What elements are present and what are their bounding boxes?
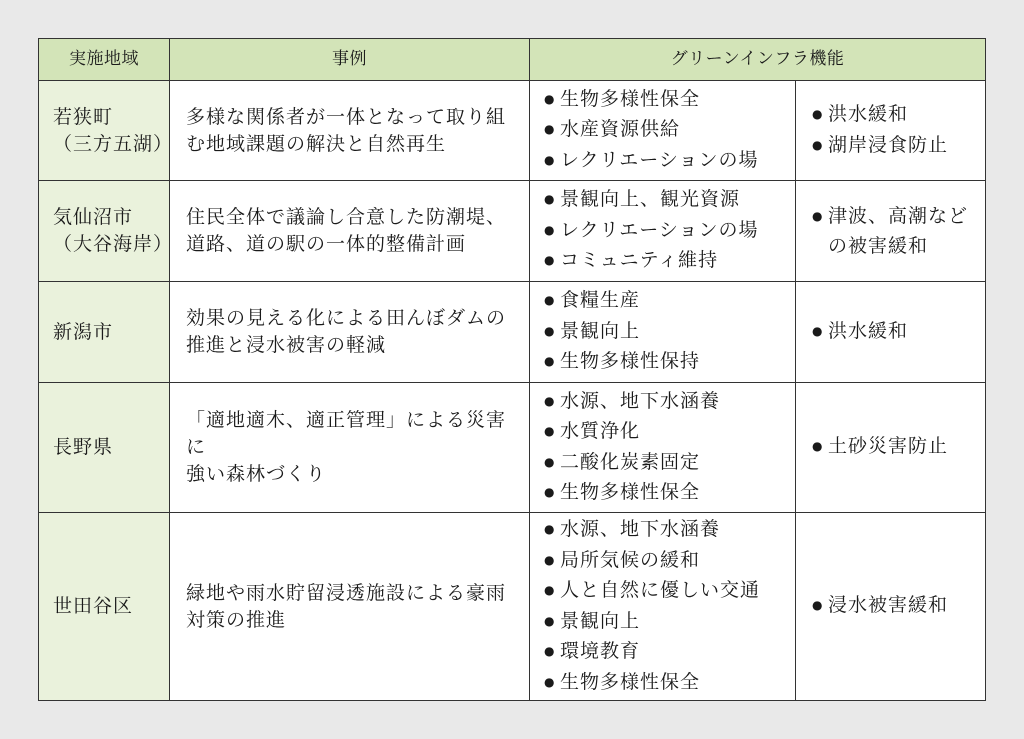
function-list-secondary [796,513,985,700]
bullet-icon: ● [812,323,824,338]
example-line: 道路、道の駅の一体的整備計画 [186,233,467,255]
example-cell [170,81,530,181]
bullet-icon: ● [544,552,556,567]
bullet-icon: ● [544,583,556,597]
region-line: 若狭町 [53,105,114,128]
region-line: 新潟市 [53,320,114,343]
region-cell [39,181,174,282]
function-list-primary [530,81,796,181]
function-item-label: 湖岸浸食防止 [828,133,949,156]
bullet-icon: ● [544,253,556,268]
function-item-label: 景観向上 [560,319,641,342]
function-list-secondary [796,282,985,383]
example-line: 推進と浸水被害の軽減 [186,334,387,356]
bullet-icon: ● [544,122,556,137]
function-item [812,100,985,131]
example-cell [170,383,530,513]
bullet-icon: ● [544,354,556,369]
function-item [544,387,795,418]
bullet-icon: ● [544,454,556,469]
function-item-label: レクリエーションの場 [560,148,759,171]
bullet-icon: ● [544,485,556,499]
function-item [544,607,795,638]
bullet-icon: ● [812,137,824,152]
function-item [544,246,795,277]
bullet-icon: ● [544,192,556,207]
function-list-primary [530,181,796,282]
function-list-primary [530,383,796,513]
function-item [544,85,795,116]
function-list-primary [530,282,796,383]
region-line: 長野県 [53,436,114,458]
function-item [812,131,985,162]
function-item-label: 生物多様性保持 [560,350,701,373]
function-item [544,115,795,146]
function-item [544,286,795,317]
function-item [544,637,795,668]
function-item [812,317,985,348]
function-list-secondary [796,81,985,181]
example-line: 強い森林づくり [186,463,327,485]
function-item [544,546,795,577]
example-cell [170,282,530,383]
header-function: グリーンインフラ機能 [530,39,985,81]
example-line: む地域課題の解決と自然再生 [186,132,447,155]
bullet-icon: ● [544,323,556,338]
function-item-label: 洪水緩和 [828,319,909,342]
bullet-icon: ● [544,91,556,106]
bullet-icon: ● [544,613,556,628]
function-item [812,432,985,463]
header-region: 実施地域 [39,39,170,81]
function-item [812,591,985,622]
function-item [544,448,795,479]
example-cell [170,181,530,282]
function-item-label: 津波、高潮など [828,204,969,227]
region-line: 気仙沼市 [53,206,134,228]
function-item-label: 局所気候の緩和 [560,548,701,571]
function-item [544,478,795,509]
example-line: 効果の見える化による田んぼダムの [186,307,507,329]
function-item [544,347,795,378]
function-item-label: 景観向上 [560,609,641,632]
function-item [544,668,795,699]
example-line: 多様な関係者が一体となって取り組 [186,105,507,128]
function-item-label: 水源、地下水涵養 [560,389,721,412]
function-item [544,515,795,546]
region-cell [39,513,170,700]
function-item-label: 洪水緩和 [828,103,909,125]
function-item [544,317,795,348]
bullet-icon: ● [544,293,556,308]
example-line: 「適地適木、適正管理」による災害に [186,409,507,458]
function-item-label: 水質浄化 [560,420,641,442]
function-item-label: の被害緩和 [828,235,929,257]
function-item [544,417,795,448]
function-item [544,216,795,247]
bullet-icon: ● [812,107,824,121]
bullet-icon: ● [544,424,556,438]
function-item-label: 食糧生産 [560,289,641,312]
bullet-icon: ● [544,152,556,167]
function-item-label: 水産資源供給 [560,118,681,141]
function-item-label: 浸水被害緩和 [828,594,949,617]
example-line: 緑地や雨水貯留浸透施設による豪雨 [186,581,507,604]
function-item-label: 環境教育 [560,640,641,662]
example-cell [170,513,530,700]
function-item-continuation [812,232,985,261]
region-cell [39,282,170,383]
green-infrastructure-table [38,38,986,701]
function-item [544,185,795,216]
function-item-label: レクリエーションの場 [560,218,759,241]
bullet-icon: ● [544,222,556,237]
region-line: 世田谷区 [53,595,134,617]
bullet-icon: ● [544,644,556,658]
function-item-label: コミュニティ維持 [560,249,719,272]
bullet-icon: ● [812,439,824,454]
bullet-icon: ● [544,393,556,408]
header-example: 事例 [170,39,530,81]
function-item-label: 生物多様性保全 [560,481,701,503]
region-line: （大谷海岸） [53,233,174,255]
function-list-secondary [796,383,985,513]
example-line: 対策の推進 [186,608,287,631]
region-line: （三方五湖） [53,132,174,155]
function-item-label: 土砂災害防止 [828,435,949,458]
function-item [544,576,795,607]
function-item-label: 水源、地下水涵養 [560,518,721,540]
bullet-icon: ● [812,598,824,613]
function-item [812,202,985,233]
function-item-label: 景観向上、観光資源 [560,188,741,211]
example-line: 住民全体で議論し合意した防潮堤、 [186,206,507,228]
function-item [544,146,795,177]
bullet-icon: ● [544,674,556,689]
region-cell [39,383,170,513]
function-item-label: 二酸化炭素固定 [560,450,701,473]
function-list-secondary [796,181,985,282]
bullet-icon: ● [544,522,556,536]
bullet-icon: ● [812,208,824,223]
function-item-label: 生物多様性保全 [560,670,701,693]
function-list-primary [530,513,796,700]
function-item-label: 人と自然に優しい交通 [560,579,761,601]
region-cell [39,81,174,181]
function-item-label: 生物多様性保全 [560,87,701,110]
